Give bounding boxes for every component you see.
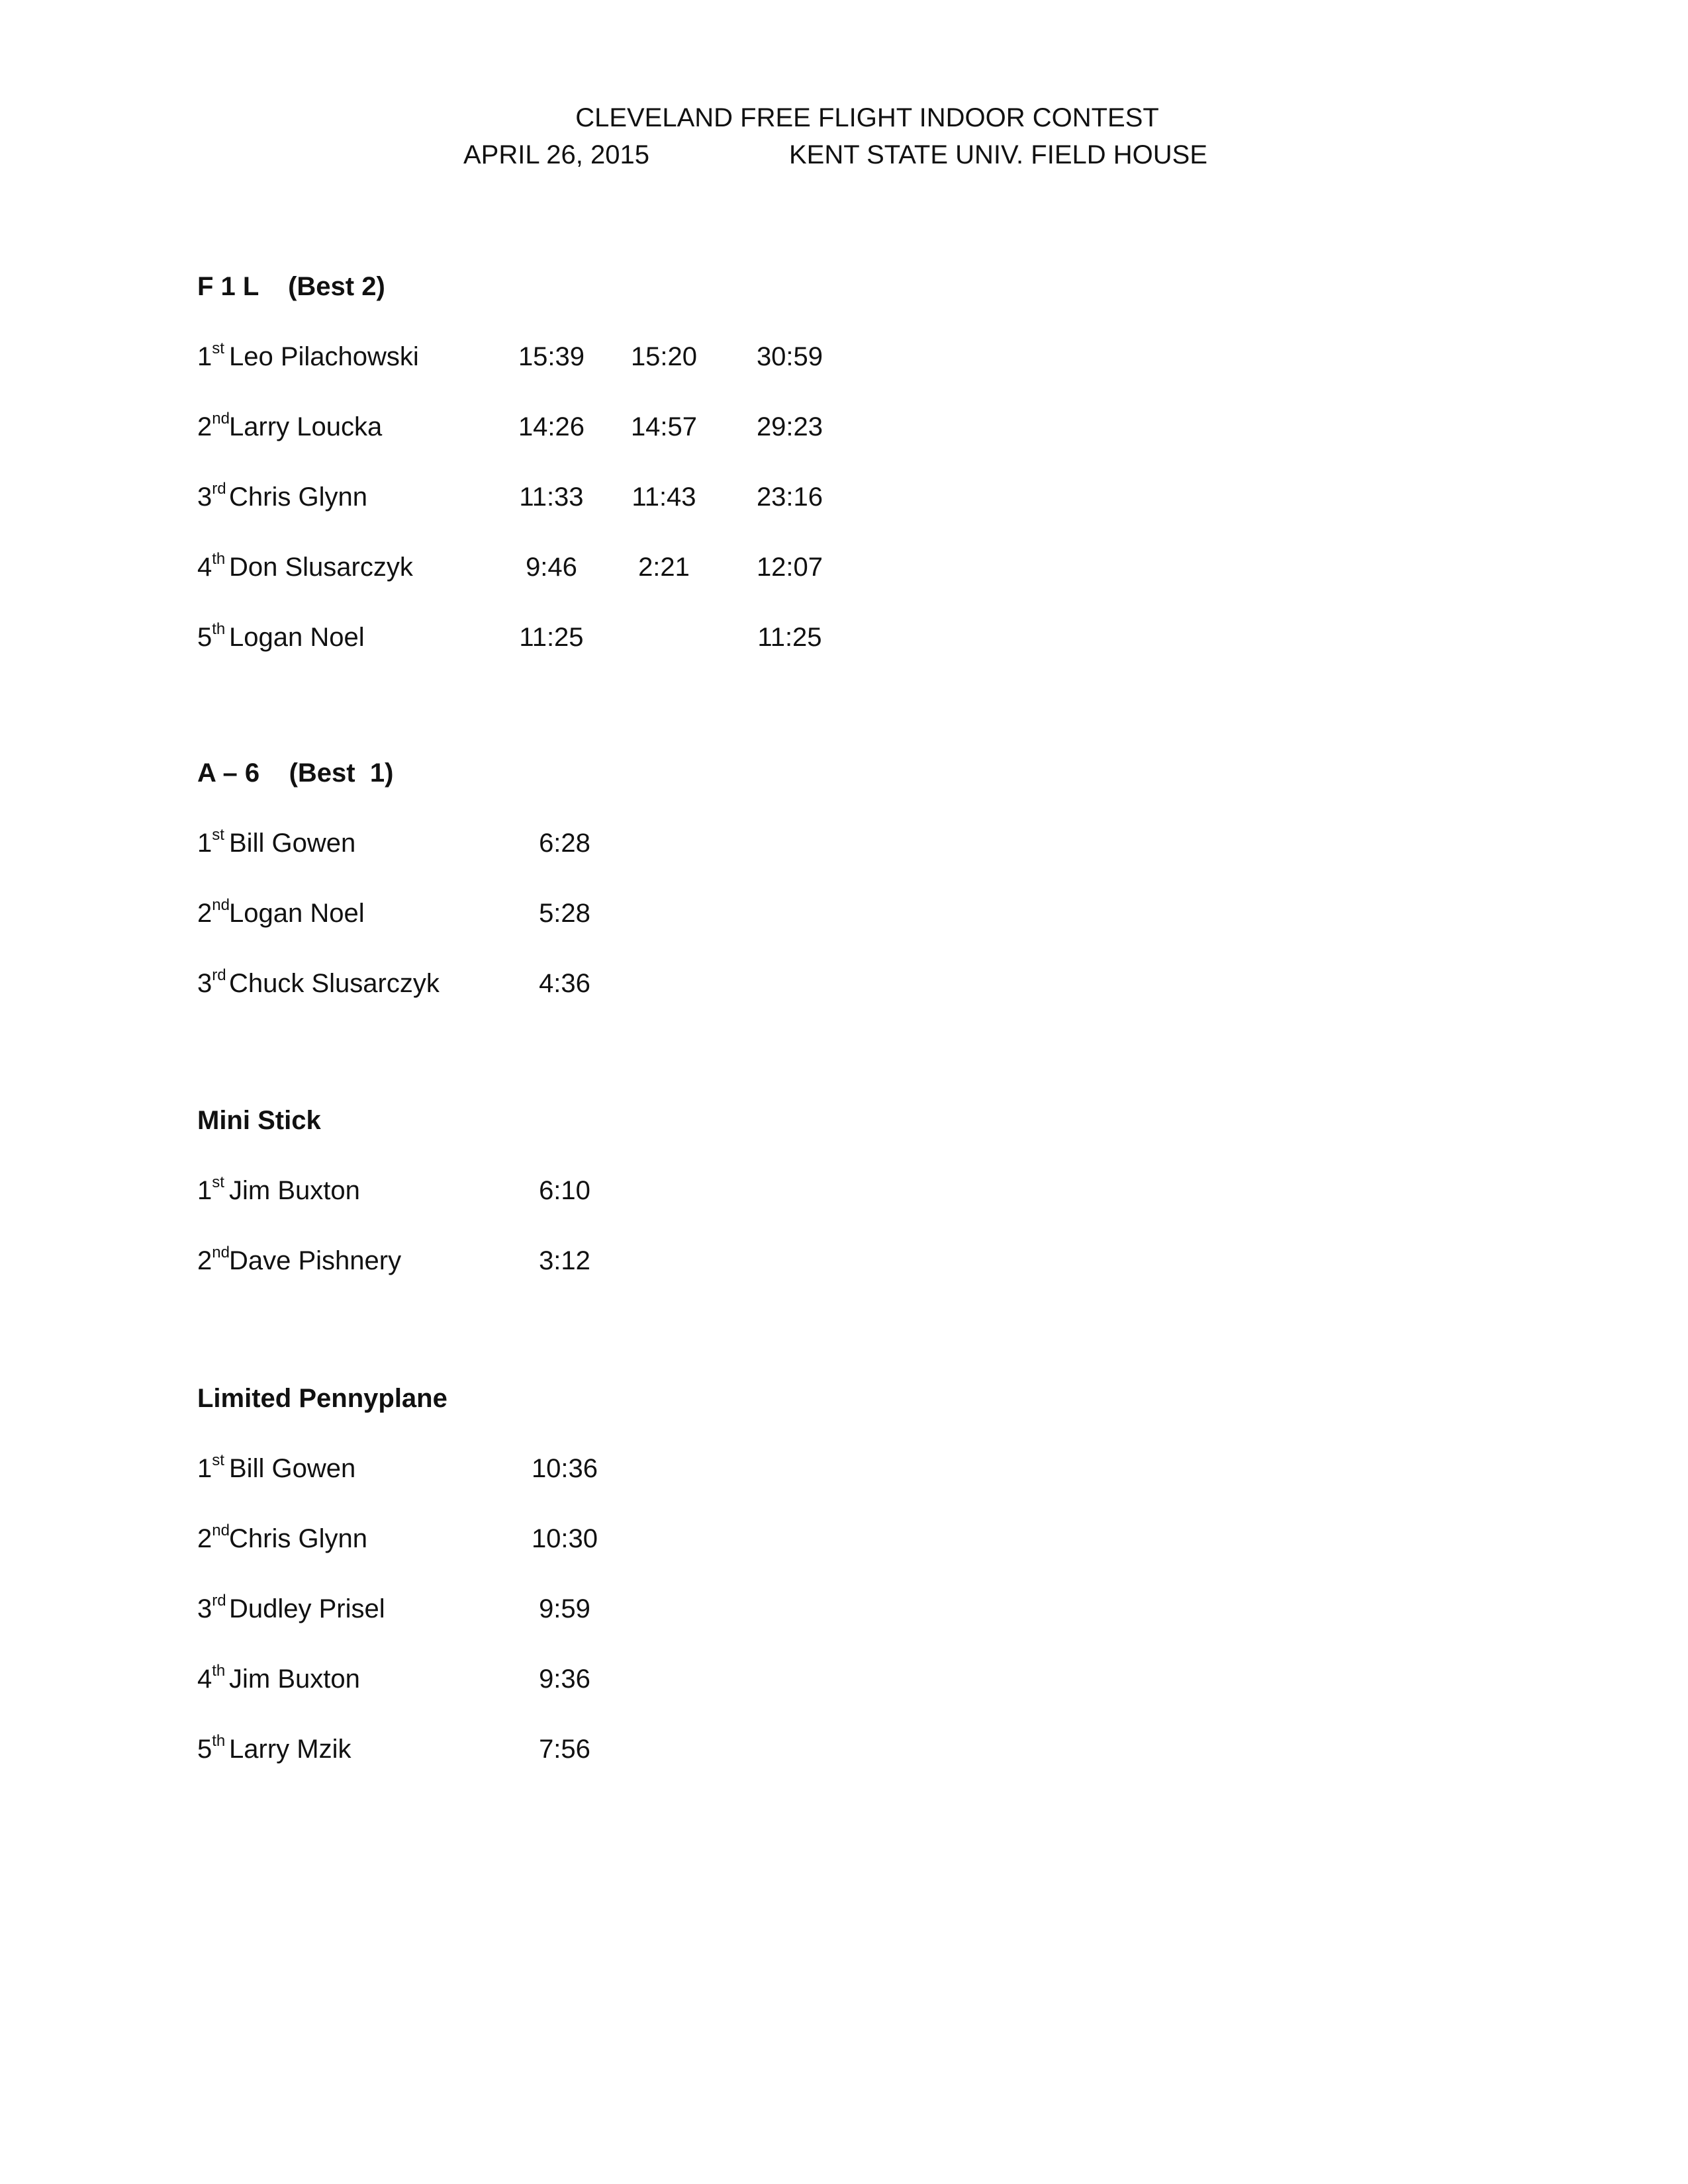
competitor-name: Bill Gowen — [229, 1454, 356, 1483]
competitor-name: Leo Pilachowski — [229, 342, 419, 371]
competitor-name: Logan Noel — [229, 623, 365, 652]
competitor-name: Bill Gowen — [229, 829, 356, 858]
result-row — [197, 1520, 598, 1590]
total-time: 23:16 — [756, 482, 823, 512]
competitor-name: Chris Glynn — [229, 482, 367, 512]
place: 5th — [197, 1732, 226, 1764]
place: 1st — [197, 1451, 224, 1483]
result-row — [197, 619, 822, 689]
flight-time: 6:28 — [539, 829, 590, 858]
flight-time-1: 11:33 — [519, 482, 584, 512]
place: 1st — [197, 1173, 224, 1205]
result-row — [197, 549, 823, 619]
flight-time: 5:28 — [539, 899, 590, 928]
flight-time-1: 14:26 — [518, 412, 585, 441]
flight-time-2: 14:57 — [630, 412, 698, 441]
result-row — [197, 1731, 590, 1801]
flight-time-1: 11:25 — [519, 623, 584, 652]
document-header — [0, 99, 1688, 173]
contest-venue: KENT STATE UNIV. FIELD HOUSE — [789, 140, 1207, 169]
total-time: 30:59 — [756, 342, 823, 371]
place: 3rd — [197, 1592, 226, 1623]
result-row — [197, 1590, 590, 1661]
competitor-name: Chris Glynn — [229, 1524, 367, 1553]
flight-time-2: 11:43 — [632, 482, 696, 512]
competitor-name: Larry Mzik — [229, 1735, 352, 1764]
flight-time: 6:10 — [539, 1176, 590, 1205]
competitor-name: Chuck Slusarczyk — [229, 969, 440, 998]
header-subline — [0, 136, 1688, 173]
result-row — [197, 1242, 590, 1312]
section-title: A – 6 (Best 1) — [197, 758, 394, 788]
place: 2nd — [197, 896, 230, 928]
total-time: 12:07 — [756, 553, 823, 582]
result-row — [197, 965, 590, 1035]
result-row — [197, 825, 590, 895]
competitor-name: Jim Buxton — [229, 1664, 360, 1694]
contest-title: CLEVELAND FREE FLIGHT INDOOR CONTEST — [575, 103, 1159, 132]
place: 5th — [197, 620, 226, 652]
competitor-name: Logan Noel — [229, 899, 365, 928]
total-time: 29:23 — [756, 412, 823, 441]
flight-time: 10:36 — [531, 1454, 598, 1483]
section-title: F 1 L (Best 2) — [197, 272, 385, 301]
flight-time: 9:59 — [539, 1594, 590, 1623]
result-row — [197, 1661, 590, 1731]
place: 4th — [197, 550, 226, 582]
place: 1st — [197, 826, 224, 858]
competitor-name: Larry Loucka — [229, 412, 383, 441]
result-row — [197, 895, 590, 965]
result-row — [197, 1450, 598, 1520]
section-a6 — [197, 754, 590, 1035]
flight-time: 4:36 — [539, 969, 590, 998]
section-limited-pennyplane — [197, 1380, 598, 1801]
place: 2nd — [197, 1244, 230, 1275]
competitor-name: Dave Pishnery — [229, 1246, 402, 1275]
flight-time-1: 9:46 — [526, 553, 577, 582]
flight-time-2: 15:20 — [630, 342, 698, 371]
place: 3rd — [197, 966, 226, 998]
flight-time-1: 15:39 — [518, 342, 585, 371]
flight-time: 7:56 — [539, 1735, 590, 1764]
place: 4th — [197, 1662, 226, 1694]
section-mini-stick — [197, 1102, 590, 1312]
result-row — [197, 1172, 590, 1242]
contest-date: APRIL 26, 2015 — [463, 140, 649, 169]
flight-time: 3:12 — [539, 1246, 590, 1275]
section-title: Mini Stick — [197, 1106, 321, 1135]
flight-time: 9:36 — [539, 1664, 590, 1694]
result-row — [197, 338, 823, 408]
competitor-name: Don Slusarczyk — [229, 553, 413, 582]
competitor-name: Dudley Prisel — [229, 1594, 385, 1623]
place: 1st — [197, 340, 224, 371]
flight-time: 10:30 — [531, 1524, 598, 1553]
flight-time-2: 2:21 — [638, 553, 690, 582]
competitor-name: Jim Buxton — [229, 1176, 360, 1205]
place: 2nd — [197, 1522, 230, 1553]
section-title: Limited Pennyplane — [197, 1384, 447, 1413]
total-time: 11:25 — [757, 623, 822, 652]
place: 2nd — [197, 410, 230, 441]
result-row — [197, 478, 823, 549]
section-f1l — [197, 268, 823, 689]
place: 3rd — [197, 480, 226, 512]
result-row — [197, 408, 823, 478]
